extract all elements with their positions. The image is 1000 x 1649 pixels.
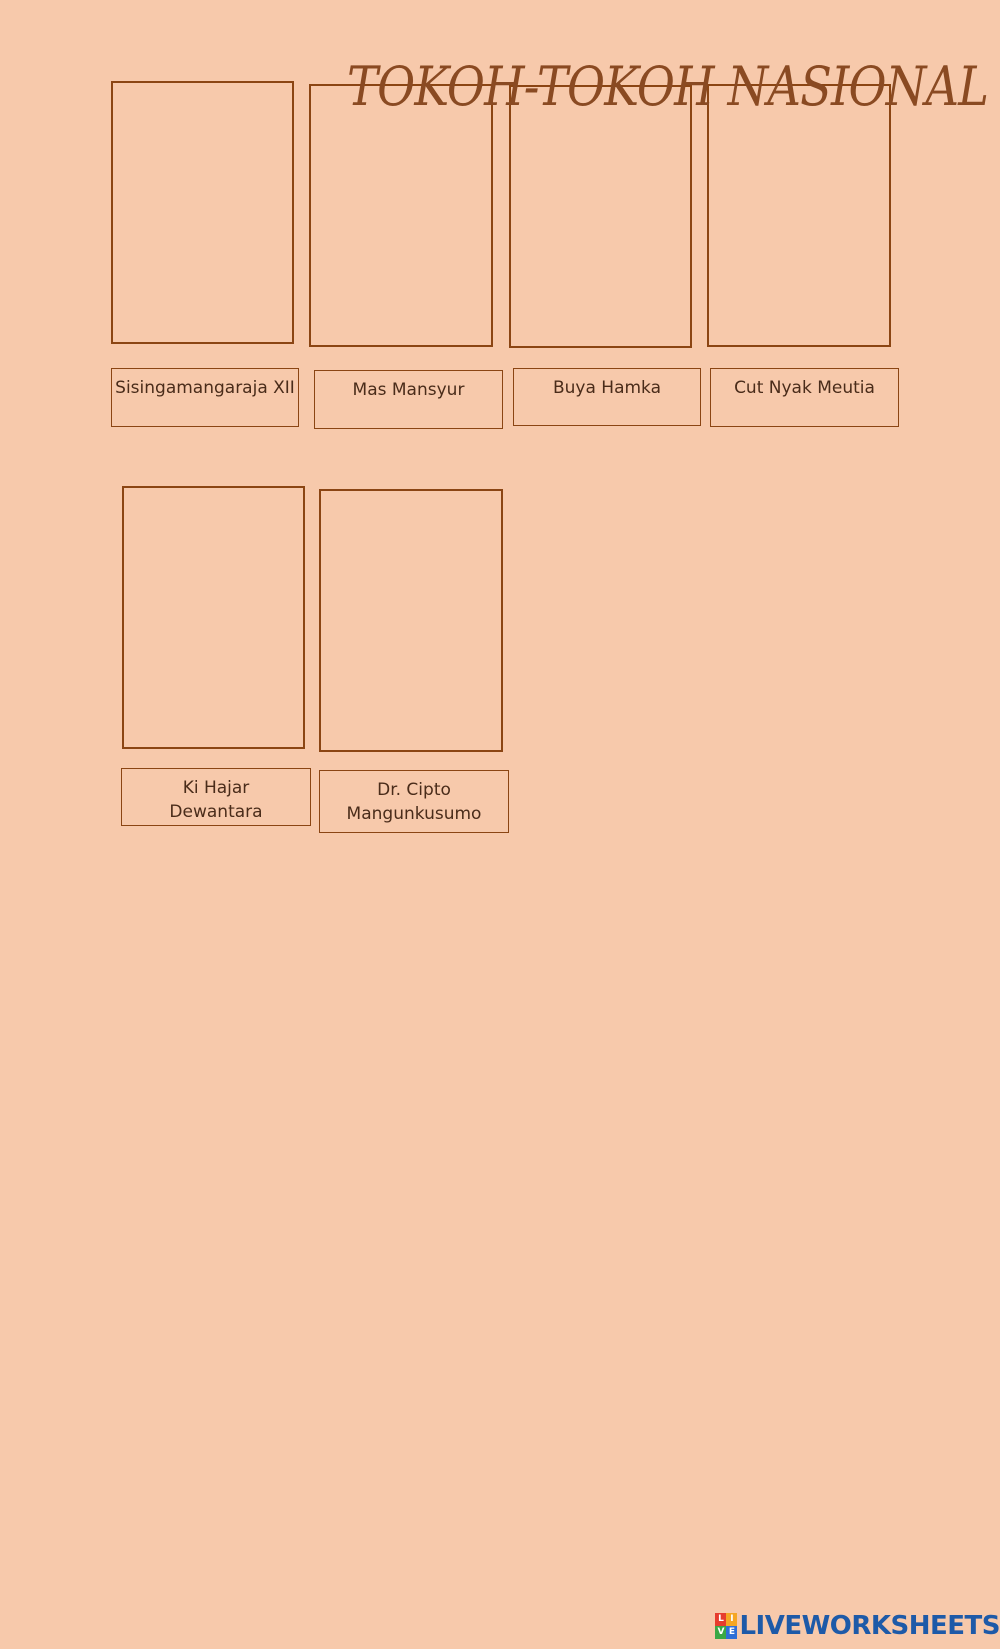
answer-label: Mas Mansyur [352, 380, 465, 400]
answer-label: Sisingamangaraja XII [115, 378, 295, 398]
answer-box-2[interactable] [314, 370, 503, 429]
live-badge-icon: L I V E [715, 1613, 737, 1639]
photo-slot-2 [309, 84, 493, 347]
photo-slot-4 [707, 84, 891, 347]
answer-label: Ki Hajar Dewantara [169, 778, 263, 822]
answer-box-3[interactable] [513, 368, 701, 426]
worksheet-title: TOKOH-TOKOH NASIONAL [347, 55, 989, 118]
answer-box-1[interactable] [111, 368, 299, 427]
photo-slot-3 [509, 85, 692, 348]
answer-label: Cut Nyak Meutia [734, 378, 875, 398]
photo-slot-6 [319, 489, 503, 752]
answer-label: Dr. Cipto Mangunkusumo [346, 780, 482, 824]
answer-label: Buya Hamka [552, 378, 662, 398]
liveworksheets-logo[interactable] [715, 1611, 1000, 1641]
answer-box-6[interactable] [319, 770, 509, 833]
photo-slot-1 [111, 81, 294, 344]
photo-slot-5 [122, 486, 305, 749]
answer-box-5[interactable] [121, 768, 311, 826]
brand-name: LIVEWORKSHEETS [739, 1611, 1000, 1641]
answer-box-4[interactable] [710, 368, 899, 427]
